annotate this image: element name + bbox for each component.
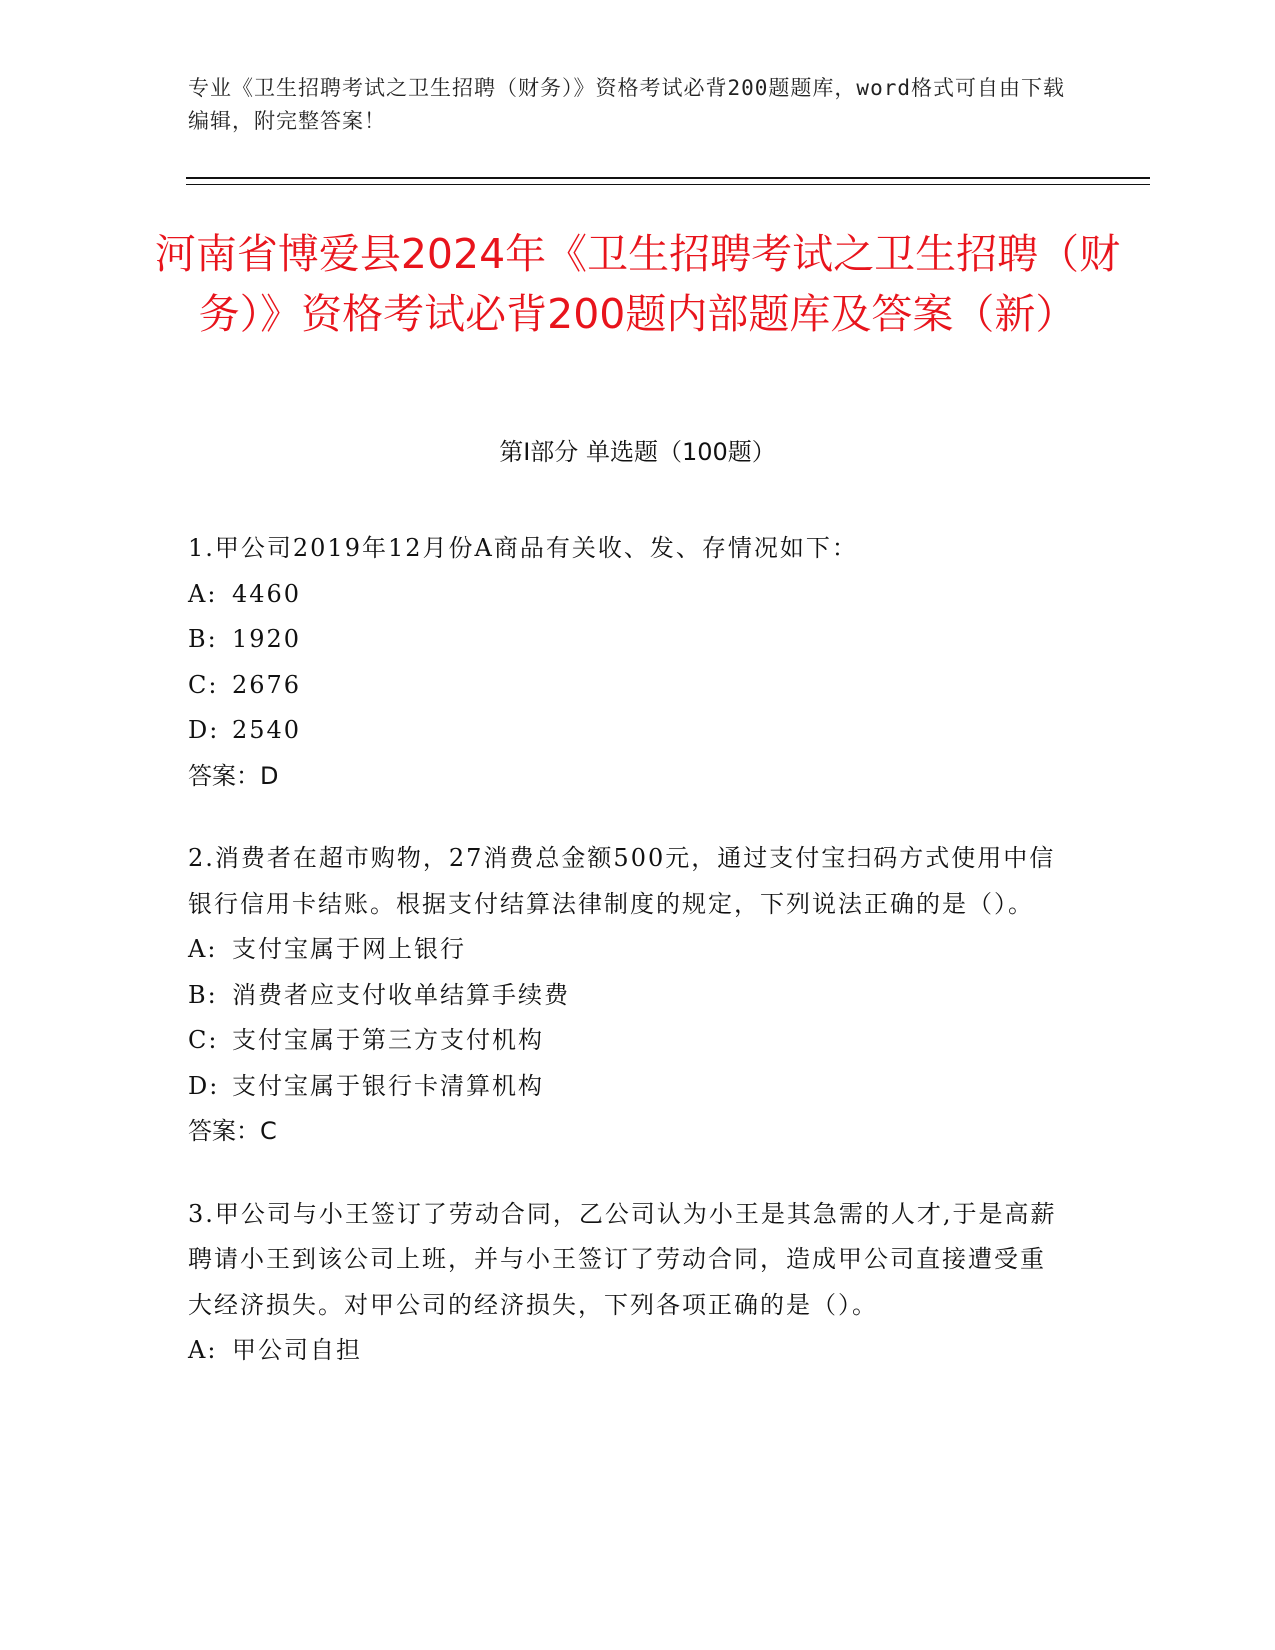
option-d bbox=[188, 708, 1068, 754]
option-letter: A: bbox=[188, 579, 218, 608]
header-rule-thin bbox=[186, 184, 1150, 185]
answer-line: 答案：C bbox=[188, 1117, 277, 1145]
option-a bbox=[188, 1328, 1068, 1374]
question-2 bbox=[188, 836, 1068, 1155]
question-stem: 3.甲公司与小王签订了劳动合同，乙公司认为小王是其急需的人才,于是高薪聘请小王到该公司上班，并与小王签订了劳动合同，造成甲公司直接遭受重大经济损失。对甲公司的经济损失，下列各项正确的是（）。 bbox=[188, 1199, 1057, 1319]
option-letter: C: bbox=[188, 670, 219, 699]
document-title: 河南省博爱县2024年《卫生招聘考试之卫生招聘（财务）》资格考试必背200题内部题库及答案（新） bbox=[154, 230, 1121, 338]
option-letter: C: bbox=[188, 1026, 219, 1054]
option-text: 支付宝属于网上银行 bbox=[232, 935, 466, 963]
option-text: 支付宝属于银行卡清算机构 bbox=[232, 1071, 544, 1100]
answer-line: 答案：D bbox=[188, 761, 279, 790]
option-text: 4460 bbox=[232, 579, 302, 608]
option-letter: B: bbox=[188, 625, 218, 653]
question-3 bbox=[188, 1192, 1068, 1374]
section-heading: 第Ⅰ部分 单选题（100题） bbox=[499, 438, 776, 466]
option-letter: A: bbox=[188, 1336, 218, 1364]
option-a bbox=[188, 572, 1068, 618]
option-letter: D: bbox=[188, 716, 220, 744]
option-c bbox=[188, 1018, 1068, 1064]
option-text: 甲公司自担 bbox=[232, 1336, 362, 1364]
question-stem: 2.消费者在超市购物，27消费总金额500元，通过支付宝扫码方式使用中信银行信用卡结账。根据支付结算法律制度的规定，下列说法正确的是（）。 bbox=[188, 844, 1056, 918]
option-d bbox=[188, 1064, 1068, 1110]
header-note: 专业《卫生招聘考试之卫生招聘（财务）》资格考试必背200题题库，word格式可自由下载编辑，附完整答案！ bbox=[188, 76, 1065, 133]
option-a bbox=[188, 927, 1068, 973]
option-text: 2676 bbox=[232, 670, 302, 699]
question-1 bbox=[188, 526, 1068, 799]
option-b bbox=[188, 617, 1068, 663]
option-letter: A: bbox=[188, 935, 218, 963]
option-text: 1920 bbox=[232, 625, 302, 653]
option-text: 消费者应支付收单结算手续费 bbox=[232, 980, 570, 1009]
option-letter: B: bbox=[188, 980, 218, 1009]
option-text: 支付宝属于第三方支付机构 bbox=[232, 1026, 544, 1054]
option-letter: D: bbox=[188, 1071, 220, 1100]
question-stem: 1.甲公司2019年12月份A商品有关收、发、存情况如下： bbox=[188, 534, 858, 562]
header-rule-thick bbox=[186, 177, 1150, 179]
option-c bbox=[188, 663, 1068, 709]
question-list bbox=[188, 526, 1068, 1411]
option-text: 2540 bbox=[232, 716, 302, 744]
option-b bbox=[188, 973, 1068, 1019]
